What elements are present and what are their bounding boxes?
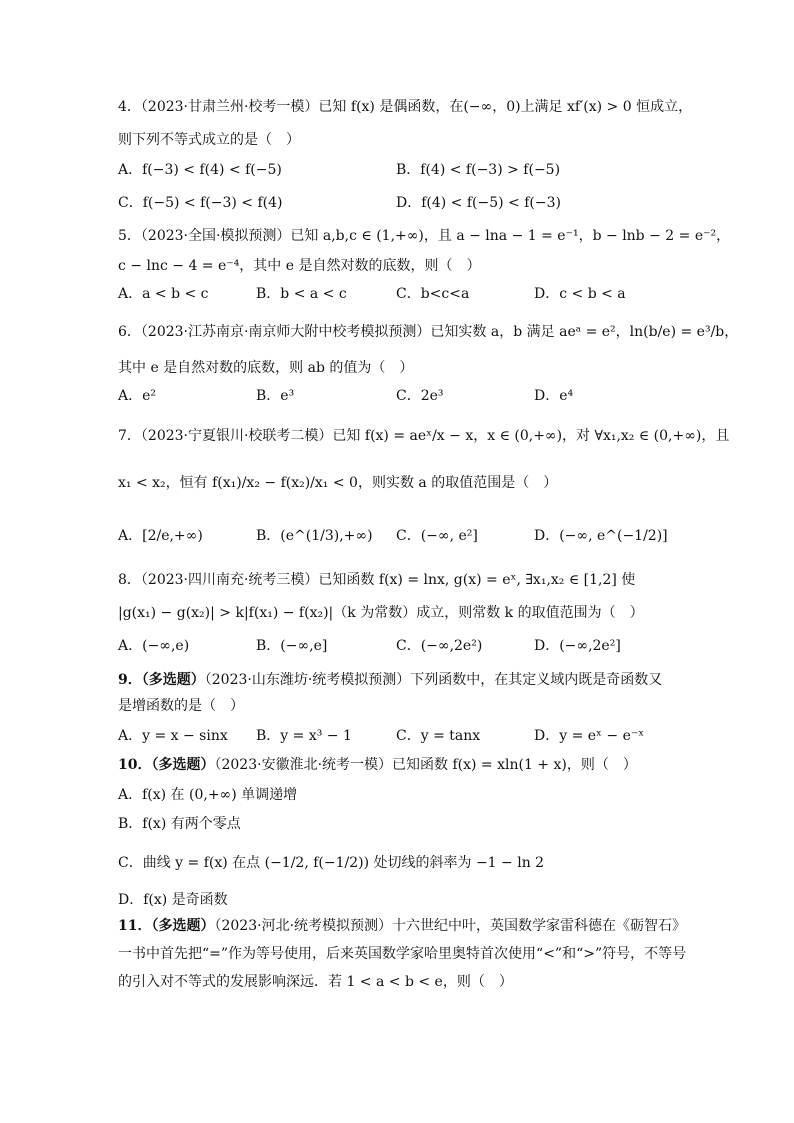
q11-tag: （多选题） <box>151 918 215 934</box>
q8-option-d[interactable]: D．(−∞,2e²] <box>534 638 621 654</box>
q9-tag: （多选题） <box>141 672 205 688</box>
q6-option-c[interactable]: C．2e³ <box>396 388 444 404</box>
q10-line-1 <box>118 756 698 774</box>
q10-option-a[interactable]: A．f(x) 在 (0,+∞) 单调递增 <box>118 787 298 803</box>
q9-number: 9． <box>118 672 142 688</box>
q8-line-1: 8．（2023·四川南充·统考三模）已知函数 f(x) = lnx, g(x) = eˣ, ∃x₁,x₂ ∈ [1,2] 使 <box>118 572 636 588</box>
q11-line-3: 的引入对不等式的发展影响深远．若 1 < a < b < e，则（ ） <box>118 974 513 990</box>
q9-line-1 <box>118 671 698 689</box>
q5-option-a[interactable]: A．a < b < c <box>118 286 209 302</box>
q8-options-row <box>118 637 698 657</box>
q7-option-c[interactable]: C．(−∞, e²] <box>396 528 478 544</box>
q9-line-2: 是增函数的是（ ） <box>118 698 244 714</box>
q10-option-c[interactable]: C．曲线 y = f(x) 在点 (−1/2, f(−1/2)) 处切线的斜率为 −1 − ln 2 <box>118 855 545 871</box>
q8-option-c[interactable]: C．(−∞,2e²) <box>396 638 483 654</box>
q4-options-row-1 <box>118 161 698 181</box>
q7-line-1: 7．（2023·宁夏银川·校联考二模）已知 f(x) = aeˣ/x − x，x ∈ (0,+∞)，对 ∀x₁,x₂ ∈ (0,+∞)，且 <box>118 428 730 444</box>
q7-option-a[interactable]: A．[2/e,+∞) <box>118 528 203 544</box>
q9-option-b[interactable]: B．y = x³ − 1 <box>256 728 352 744</box>
q4-option-c[interactable]: C．f(−5) < f(−3) < f(4) <box>118 195 283 211</box>
q9-option-c[interactable]: C．y = tanx <box>396 728 481 744</box>
q10-text-1: （2023·安徽淮北·统考一模）已知函数 f(x) = xln(1 + x)，则（ ） <box>214 757 637 773</box>
q5-options-row <box>118 285 698 305</box>
q10-option-b[interactable]: B．f(x) 有两个零点 <box>118 816 241 832</box>
q8-option-a[interactable]: A．(−∞,e) <box>118 638 190 654</box>
q9-option-d[interactable]: D．y = eˣ − e⁻ˣ <box>534 728 645 744</box>
q11-number: 11． <box>118 918 152 934</box>
q10-option-d[interactable]: D．f(x) 是奇函数 <box>118 892 228 908</box>
q6-option-d[interactable]: D．e⁴ <box>534 388 574 404</box>
q11-line-2: 一书中首先把“=”作为等号使用，后来英国数学家哈里奥特首次使用“<”和“>”符号，不等号 <box>118 946 687 962</box>
q9-option-a[interactable]: A．y = x − sinx <box>118 728 228 744</box>
q4-line-2: 则下列不等式成立的是（ ） <box>118 132 300 148</box>
q7-line-2: x₁ < x₂，恒有 f(x₁)/x₂ − f(x₂)/x₁ < 0，则实数 a 的取值范围是（ ） <box>118 475 558 491</box>
q9-options-row <box>118 727 698 747</box>
q8-line-2: |g(x₁) − g(x₂)| > k|f(x₁) − f(x₂)|（k 为常数）成立，则常数 k 的取值范围为（ ） <box>118 605 644 621</box>
q4-option-b[interactable]: B．f(4) < f(−3) > f(−5) <box>396 162 561 178</box>
q9-text-1: （2023·山东潍坊·统考模拟预测）下列函数中，在其定义域内既是奇函数又 <box>204 672 663 688</box>
q7-option-d[interactable]: D．(−∞, e^(−1/2)] <box>534 528 668 544</box>
q10-number: 10． <box>118 757 152 773</box>
q8-option-b[interactable]: B．(−∞,e] <box>256 638 328 654</box>
q6-line-2: 其中 e 是自然对数的底数，则 ab 的值为（ ） <box>118 360 414 376</box>
q5-line-2: c − lnc − 4 = e⁻⁴，其中 e 是自然对数的底数，则（ ） <box>118 258 481 274</box>
q5-line-1: 5．（2023·全国·模拟预测）已知 a,b,c ∈ (1,+∞)，且 a − lna − 1 = e⁻¹，b − lnb − 2 = e⁻²， <box>118 228 731 244</box>
q6-option-b[interactable]: B．e³ <box>256 388 295 404</box>
q11-text-1: （2023·河北·统考模拟预测）十六世纪中叶，英国数学家雷科德在《砺智石》 <box>214 918 687 934</box>
q4-option-d[interactable]: D．f(4) < f(−5) < f(−3) <box>396 195 561 211</box>
q7-option-b[interactable]: B．(e^(1/3),+∞) <box>256 528 373 544</box>
q5-option-d[interactable]: D．c < b < a <box>534 286 626 302</box>
q6-options-row <box>118 387 698 407</box>
q6-line-1: 6．（2023·江苏南京·南京师大附中校考模拟预测）已知实数 a，b 满足 aeᵃ = e²，ln(b/e) = e³/b， <box>118 324 739 340</box>
q5-option-c[interactable]: C．b<c<a <box>396 286 470 302</box>
q7-options-row <box>118 527 698 547</box>
q10-tag: （多选题） <box>151 757 215 773</box>
q5-option-b[interactable]: B．b < a < c <box>256 286 347 302</box>
q4-options-row-2 <box>118 194 698 214</box>
q4-option-a[interactable]: A．f(−3) < f(4) < f(−5) <box>118 162 282 178</box>
q11-line-1 <box>118 917 698 935</box>
q6-option-a[interactable]: A．e² <box>118 388 157 404</box>
q4-line-1: 4．（2023·甘肃兰州·校考一模）已知 f(x) 是偶函数，在(−∞，0)上满足 xf′(x) > 0 恒成立， <box>118 99 693 115</box>
